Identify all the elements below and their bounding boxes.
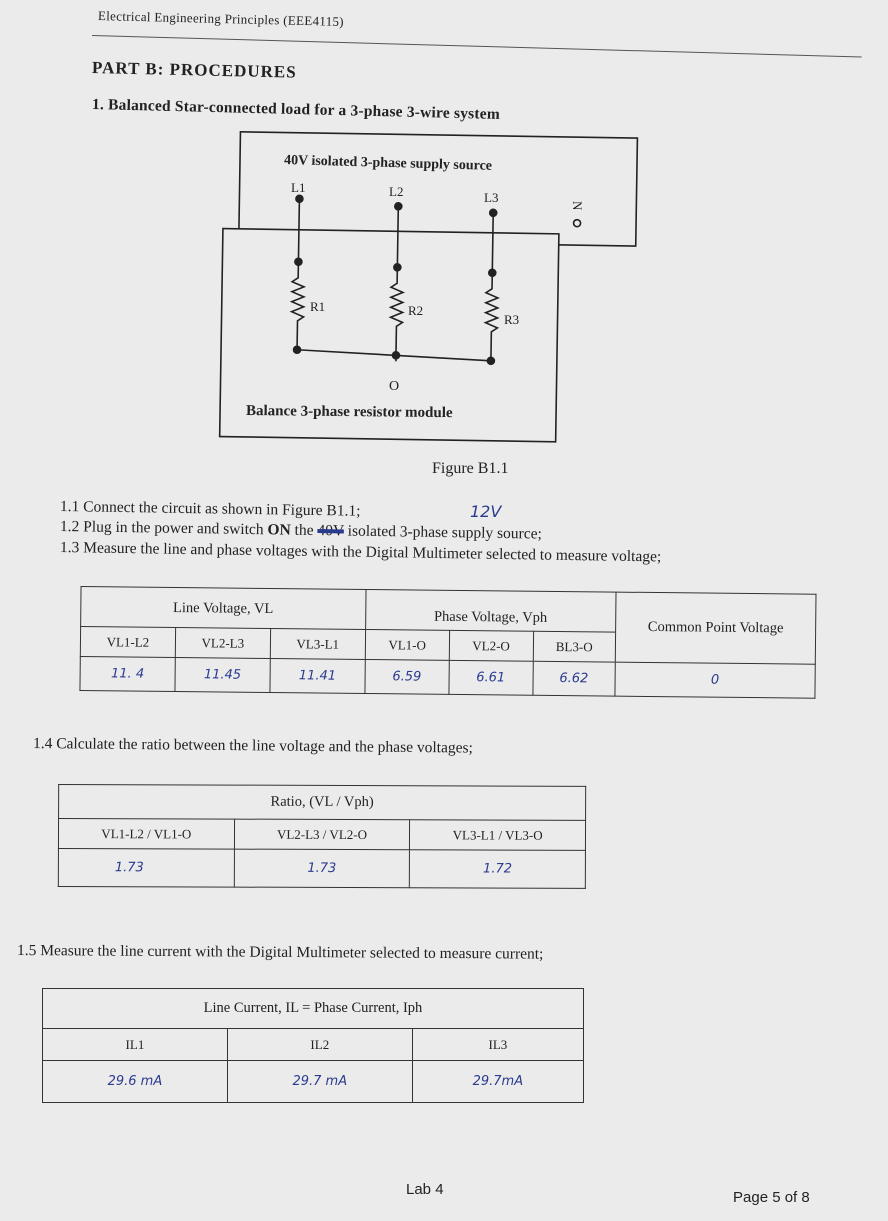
value-ratio-2: 1.73: [234, 849, 410, 888]
footer-page-number: Page 5 of 8: [733, 1189, 810, 1206]
step-1-5: 1.5 Measure the line current with the Digital Multimeter selected to measure current;: [16, 942, 544, 963]
header-vl2-l3: VL2-L3: [175, 627, 270, 658]
value-vl1-o: 6.59: [365, 659, 449, 694]
neutral-label: N: [570, 201, 585, 211]
header-ratio-2: VL2-L3 / VL2-O: [234, 819, 410, 850]
section-title: 1. Balanced Star-connected load for a 3-phase 3-wire system: [91, 96, 501, 123]
voltage-table: [79, 586, 816, 699]
value-il3: 29.7mA: [412, 1061, 583, 1103]
header-bl3-o: BL3-O: [533, 631, 616, 662]
step-1-2-struck: 40V: [317, 522, 344, 540]
star-point-label: O: [389, 379, 400, 394]
value-ratio-3: 1.72: [410, 850, 586, 889]
header-il1: IL1: [43, 1029, 228, 1061]
step-1-3: 1.3 Measure the line and phase voltages with the Digital Multimeter selected to measure voltage;: [59, 539, 662, 566]
step-1-2-text-a: 1.2 Plug in the power and switch: [59, 518, 268, 539]
group-line-voltage: Line Voltage, VL: [81, 587, 366, 630]
figure-caption: Figure B1.1: [432, 460, 509, 477]
supply-label: 40V isolated 3-phase supply source: [283, 153, 493, 174]
terminal-l2: [395, 203, 402, 210]
value-ratio-1: 1.73: [58, 849, 234, 888]
header-il3: IL3: [412, 1029, 583, 1061]
step-1-2-text-b: the: [290, 521, 318, 540]
value-il1: 29.6 mA: [43, 1061, 228, 1103]
value-vl1-l2: 11. 4: [80, 657, 175, 692]
circuit-figure: [0, 0, 888, 480]
header-ratio-3: VL3-L1 / VL3-O: [410, 820, 586, 851]
terminal-n: [574, 220, 581, 227]
terminal-l3: [490, 209, 497, 216]
part-title: PART B: PROCEDURES: [91, 58, 297, 82]
current-title: Line Current, IL = Phase Current, Iph: [43, 989, 584, 1029]
value-vl2-l3: 11.45: [175, 657, 270, 692]
header-vl2-o: VL2-O: [449, 630, 533, 661]
ratio-title: Ratio, (VL / Vph): [59, 785, 586, 821]
group-common-voltage: Common Point Voltage: [615, 592, 816, 664]
line-label-l1: L1: [291, 180, 306, 195]
value-von: 0: [615, 662, 815, 698]
step-1-2-text-c: isolated 3-phase supply source;: [343, 522, 542, 543]
current-table: [42, 988, 584, 1103]
header-ratio-1: VL1-L2 / VL1-O: [58, 819, 234, 850]
header-vl3-l1: VL3-L1: [270, 628, 365, 659]
step-1-1: 1.1 Connect the circuit as shown in Figure B1.1;: [59, 498, 361, 520]
resistor-label-r1: R1: [310, 299, 326, 314]
line-label-l2: L2: [389, 184, 404, 199]
header-vl1-o: VL1-O: [365, 629, 449, 660]
value-il2: 29.7 mA: [227, 1061, 412, 1103]
terminal-l1: [296, 195, 303, 202]
footer-lab: Lab 4: [406, 1181, 444, 1198]
handwritten-12v: 12V: [470, 502, 502, 521]
resistor-label-r2: R2: [408, 303, 424, 318]
value-vl3-l1: 11.41: [270, 658, 365, 693]
step-1-4: 1.4 Calculate the ratio between the line voltage and the phase voltages;: [32, 735, 473, 757]
value-vl2-o: 6.61: [449, 660, 533, 695]
module-label: Balance 3-phase resistor module: [245, 403, 453, 422]
header-vl1-l2: VL1-L2: [80, 627, 175, 658]
ratio-table: [58, 784, 586, 889]
header-il2: IL2: [227, 1029, 412, 1061]
value-bl3-o: 6.62: [533, 661, 616, 696]
course-title: Electrical Engineering Principles (EEE4115): [97, 8, 345, 30]
resistor-label-r3: R3: [504, 312, 520, 327]
step-1-2-on: ON: [267, 521, 291, 539]
line-label-l3: L3: [484, 190, 499, 205]
group-phase-voltage: Phase Voltage, Vph: [365, 589, 616, 632]
